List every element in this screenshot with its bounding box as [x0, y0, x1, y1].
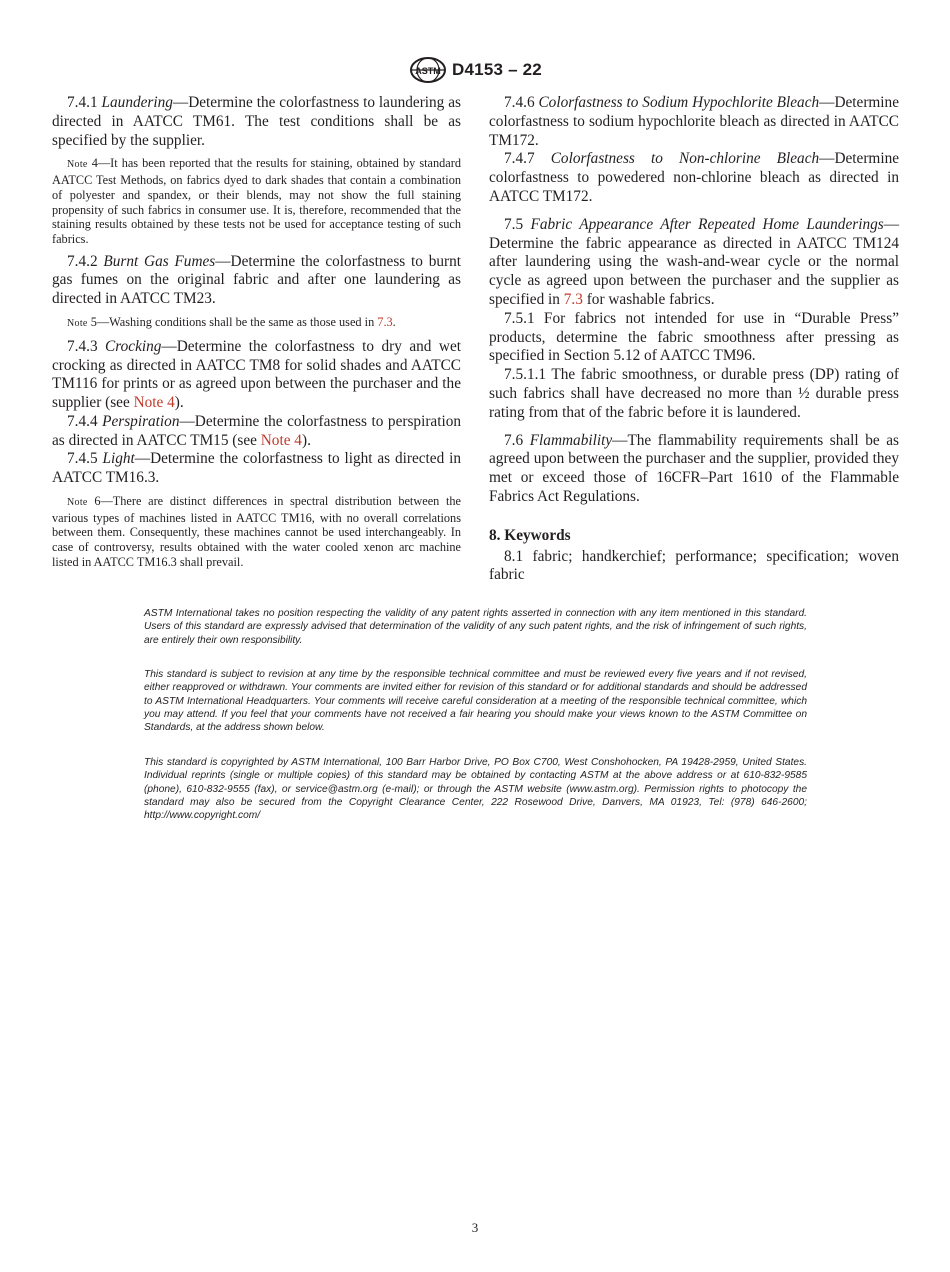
section-7-4-4: 7.4.4 Perspiration—Determine the colorfastness to perspiration as directed in AATCC TM15 (see Note 4).	[52, 412, 461, 449]
footer-copyright-notice: This standard is copyrighted by ASTM International, 100 Barr Harbor Drive, PO Box C700, West Conshohocken, PA 19428-2959, United States. Individual reprints (single or multiple copies) of this standard may be obtained by contacting ASTM at the above address or at 610-832-9585 (phone), 610-832-9555 (fax), or service@astm.org (e-mail); or through the ASTM website (www.astm.org). Permission rights to photocopy the standard may also be secured from the Copyright Clearance Center, 222 Rosewood Drive, Danvers, MA 01923, Tel: (978) 646-2600; http://www.copyright.com/	[144, 757, 807, 822]
note-5: Note 5—Washing conditions shall be the same as those used in 7.3.	[67, 315, 396, 329]
section-7-4-2: 7.4.2 Burnt Gas Fumes—Determine the colorfastness to burnt gas fumes on the original fabric and after one laundering as directed in AATCC TM23.	[52, 252, 461, 308]
link-7-3[interactable]: 7.3	[563, 290, 583, 308]
section-7-6: 7.6 Flammability—The flammability requirements shall be as agreed upon between the purchaser and the supplier, provided they met or exceed those of 16CFR–Part 1610 of the Flammable Fabrics Act Regulations.	[489, 431, 900, 505]
section-7-4-5: 7.4.5 Light—Determine the colorfastness to light as directed in AATCC TM16.3.	[52, 450, 461, 487]
section-7-5: 7.5 Fabric Appearance After Repeated Home Launderings—Determine the fabric appearance as directed in AATCC TM124 after laundering using the wash-and-wear cycle or the normal cycle as agreed upon between the purchaser and the supplier as specified in 7.3 for washable fabrics.	[489, 215, 899, 308]
section-8-1: 8.1 fabric; handkerchief; performance; specification; woven fabric	[489, 547, 899, 584]
section-7-4-6: 7.4.6 Colorfastness to Sodium Hypochlorite Bleach—Determine colorfastness to sodium hypochlorite bleach as directed in AATCC TM172.	[489, 94, 899, 149]
astm-logo-icon	[408, 56, 448, 84]
footer-revision-notice: This standard is subject to revision at any time by the responsible technical committee and must be reviewed every five years and if not revised, either reapproved or withdrawn. Your comments are invited either for revision of this standard or for additional standards and should be addressed to ASTM International Headquarters. Your comments will receive careful consideration at a meeting of the responsible technical committee, which you may attend. If you feel that your comments have not received a fair hearing you should make your views known to the ASTM Committee on Standards, at the address shown below.	[144, 669, 807, 734]
section-7-5-1-1: 7.5.1.1 The fabric smoothness, or durable press (DP) rating of such fabrics shall have decreased no more than ½ durable press rating from that of the fabric before it is laundered.	[489, 366, 899, 421]
svg-text:ASTM: ASTM	[415, 66, 441, 76]
section-7-4-3: 7.4.3 Crocking—Determine the colorfastness to dry and wet crocking as directed in AATCC TM8 for solid shades and AATCC TM116 for prints or as agreed upon between the purchaser and the supplier (see Note 4).	[52, 337, 461, 412]
note-6: Note 6—There are distinct differences in spectral distribution between the various types of machines listed in AATCC TM16, with no overall correlations between them. Consequently, these machines cannot be used interchangeably. In case of controversy, results obtained with the water cooled xenon arc machine listed in AATCC TM16.3 shall prevail.	[52, 494, 461, 569]
right-column	[489, 94, 899, 585]
link-note-4[interactable]: Note 4	[133, 394, 175, 412]
section-7-5-1: 7.5.1 For fabrics not intended for use in “Durable Press” products, determine the fabric smoothness after pressing as specified in Section 5.12 of AATCC TM96.	[489, 309, 899, 365]
footer-patent-notice: ASTM International takes no position respecting the validity of any patent rights asserted in connection with any item mentioned in this standard. Users of this standard are expressly advised that determination of the validity of any such patent rights, and the risk of infringement of such rights, are entirely their own responsibility.	[144, 608, 807, 646]
document-id: D4153 – 22	[452, 60, 542, 79]
note-4: Note 4—It has been reported that the results for staining, obtained by standard AATCC Test Methods, on fabrics dyed to dark shades that contain a combination of polyester and spandex, or their blends, may not show the full staining propensity of such fabrics in consumer use. It is, therefore, recommended that the staining results obtained by these tests not be used for acceptance testing of such fabrics.	[52, 156, 461, 246]
left-column	[52, 94, 461, 576]
link-note-4[interactable]: Note 4	[260, 431, 302, 449]
link-7-3[interactable]: 7.3	[377, 315, 393, 329]
keywords-heading: 8. Keywords	[489, 526, 571, 544]
page-number: 3	[471, 1220, 479, 1235]
page-header	[0, 56, 950, 84]
section-7-4-7: 7.4.7 Colorfastness to Non-chlorine Bleach—Determine colorfastness to powedered non-chlorine bleach as directed in AATCC TM172.	[489, 150, 900, 205]
section-7-4-1: 7.4.1 Laundering—Determine the colorfastness to laundering as directed in AATCC TM61. The test conditions shall be as specified by the supplier.	[52, 94, 461, 149]
